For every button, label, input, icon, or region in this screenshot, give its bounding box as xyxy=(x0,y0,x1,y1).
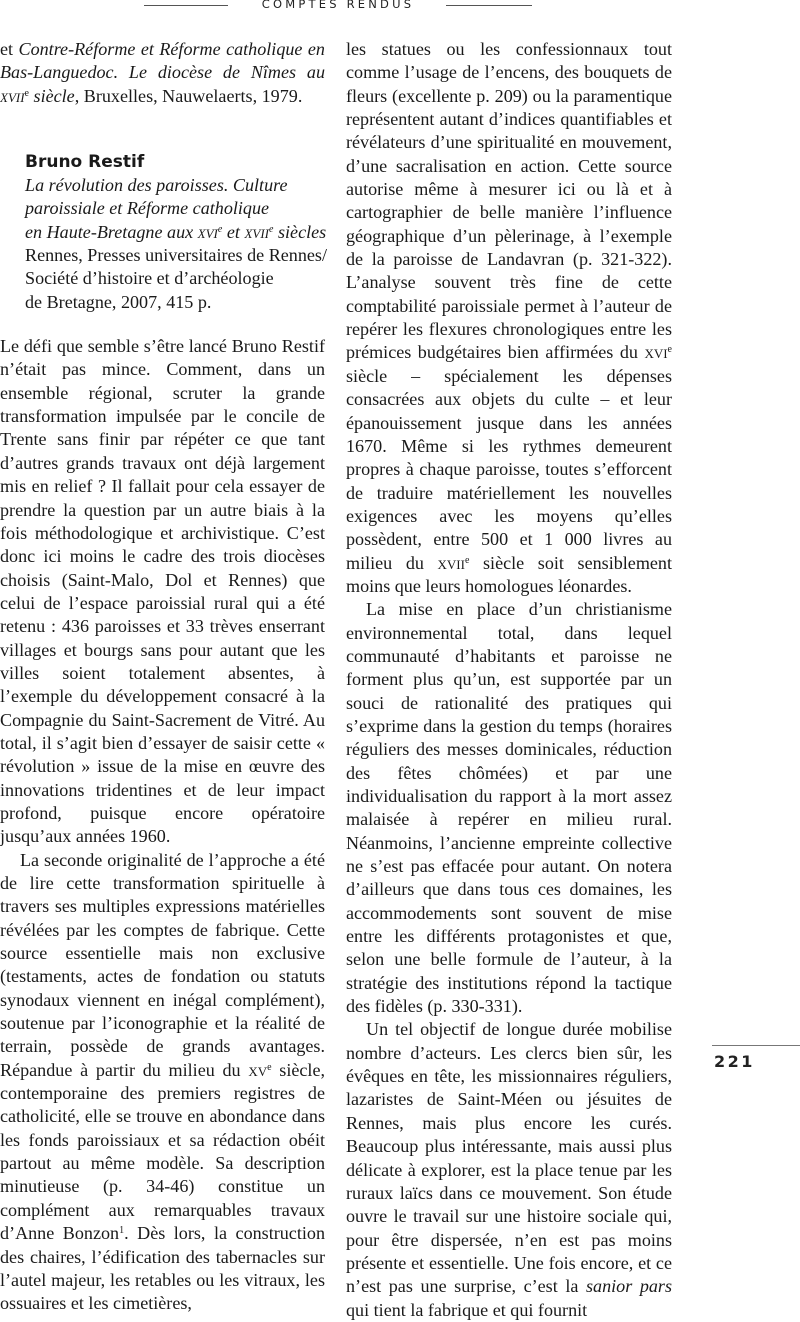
book-title-line: paroissiale et Réforme catholique xyxy=(25,198,270,219)
page-number: 221 xyxy=(714,1052,755,1071)
body-paragraph: Le défi que semble s’être lancé Bruno Restif n’était pas mince. Comment, dans un ensemble régional, scruter la grande transformation impulsée par le concile de Trente sans finir par répéter ce que tant d’autres grands travaux ont déjà largement mis en relief ? Il fallait pour cela essayer de prendre la question par un autre biais à la fois méthodologique et archivistique. C’est donc ici moins le cadre des trois diocèses choisis (Saint-Malo, Dol et Rennes) que celui de l’espace paroissial rural qui a été retenu : 436 paroisses et 33 trèves enserrant villages et bourgs sans pour autant que les villes soient totalement absentes, à l’exemple du développement consacré à la Compagnie du Saint-Sacrement de Vitré. Au total, il s’agit bien d’essayer de saisir cette « révolution » issue de la mise en œuvre des innovations tridentines et de leur impact profond, puisque encore opératoire jusqu’aux années 1960. xyxy=(0,336,325,847)
review-heading xyxy=(0,152,328,314)
book-title-line: La révolution des paroisses. Culture xyxy=(25,175,288,196)
publication-info: Rennes, Presses universitaires de Rennes/ xyxy=(25,245,328,266)
body-paragraph: La mise en place d’un christianisme environnemental total, dans lequel communauté d’habitants et paroisse ne forment plus qu’un, est supportée par un souci de rationalité des pratiques qui s’exprime dans la gestion du temps (horaires réguliers des messes dominicales, réduction des fêtes chômées) et par une individualisation du rapport à la mort assez malaisée à repérer en milieu rural. Néanmoins, l’ancienne empreinte collective ne s’est pas effacée pour autant. On notera d’ailleurs que dans tous ces domaines, les accommodements sont souvent de mise entre les différents protagonistes et que, selon une belle formule de l’auteur, à la stratégie des institutions répond la tactique des fidèles (p. 330-331). xyxy=(346,599,672,1017)
publication-info: Société d’histoire et d’archéologie xyxy=(25,268,274,289)
publication-info: de Bretagne, 2007, 415 p. xyxy=(25,291,212,312)
body-paragraph: La seconde originalité de l’approche a été de lire cette transformation spirituelle à travers ses multiples expressions matérielles révélées par les comptes de fabrique. Cette source essentielle mais non exclusive (testaments, actes de fondation ou statuts synodaux viennent en inégal complément), soutenue par l’iconographie et la réalité de terrain, possède de grands avantages. Répandue à partir du milieu du $xv^e$ siècle, contemporaine des premiers registres de catholicité, elle se trouve en abondance dans les fonds paroissiaux et sa rédaction obéit partout au même modèle. Sa description minutieuse (p. 34-46) constitue un complément aux remarquables travaux d’Anne Bonzon$^1$. Dès lors, la construction des chaires, l’édification des tabernacles sur l’autel majeur, les retables ou les vitraux, les ossuaires et les cimetières, xyxy=(0,849,325,1314)
review-author: Bruno Restif xyxy=(25,152,145,173)
running-header xyxy=(0,0,800,14)
page-number-rule xyxy=(712,1045,800,1046)
header-title: COMPTES RENDUS xyxy=(261,0,415,11)
book-title-line: en Haute-Bretagne aux xvi$^e$ et xvii$^e$ siècles xyxy=(25,221,327,242)
header-rule-right xyxy=(446,5,532,6)
footnote-ref: 1 xyxy=(119,1225,125,1237)
body-paragraph: Un tel objectif de longue durée mobilise nombre d’acteurs. Les clercs bien sûr, les évêques en tête, les missionnaires réguliers, lazaristes de Saint-Méen ou jésuites de Rennes, mais plus encore les curés. Beaucoup plus intéressante, mais aussi plus délicate à explorer, est la place tenue par les ruraux laïcs dans ce mouvement. Son étude ouvre le travail sur une histoire sociale qui, pour être dispersée, n’en est pas moins présente et essentielle. Une fois encore, et ce n’est pas une surprise, c’est la sanior pars qui tient la fabrique et qui fournit xyxy=(346,1019,673,1320)
body-paragraph: les statues ou les confessionnaux tout comme l’usage de l’encens, des bouquets de fleurs (excellente p. 209) ou la paramentique représentent autant d’indices quantifiables et révélateurs d’une spiritualité en mouvement, d’une sacralisation en action. Cette source autorise même à mesurer ici ou là et à cartographier de belle manière l’influence géographique d’un pèlerinage, à l’exemple de la paroisse de Landavran (p. 321-322). L’analyse souvent très fine de cette comptabilité paroissiale permet à l’auteur de repérer les flexures chronologiques entre les prémices budgétaires bien affirmées du xvi$^e$ siècle – spécialement les dépenses consacrées aux objets du culte – et leur épanouissement jusque dans les années 1670. Même si les rythmes demeurent propres à chaque paroisse, toutes s’efforcent de traduire matériellement les nouvelles exigences avec les moyens qu’elles possèdent, entre 500 et 1 000 livres au milieu du xvii$^e$ siècle soit sensiblement moins que leurs homologues léonardes. xyxy=(346,39,673,596)
header-rule-left xyxy=(144,5,228,6)
right-column xyxy=(346,38,672,1322)
carry-over-reference: et Contre-Réforme et Réforme catholique en Bas-Languedoc. Le diocèse de Nîmes au xvii$^e$ siècle, Bruxelles, Nauwelaerts, 1979. xyxy=(0,39,325,106)
left-column xyxy=(0,38,328,1316)
